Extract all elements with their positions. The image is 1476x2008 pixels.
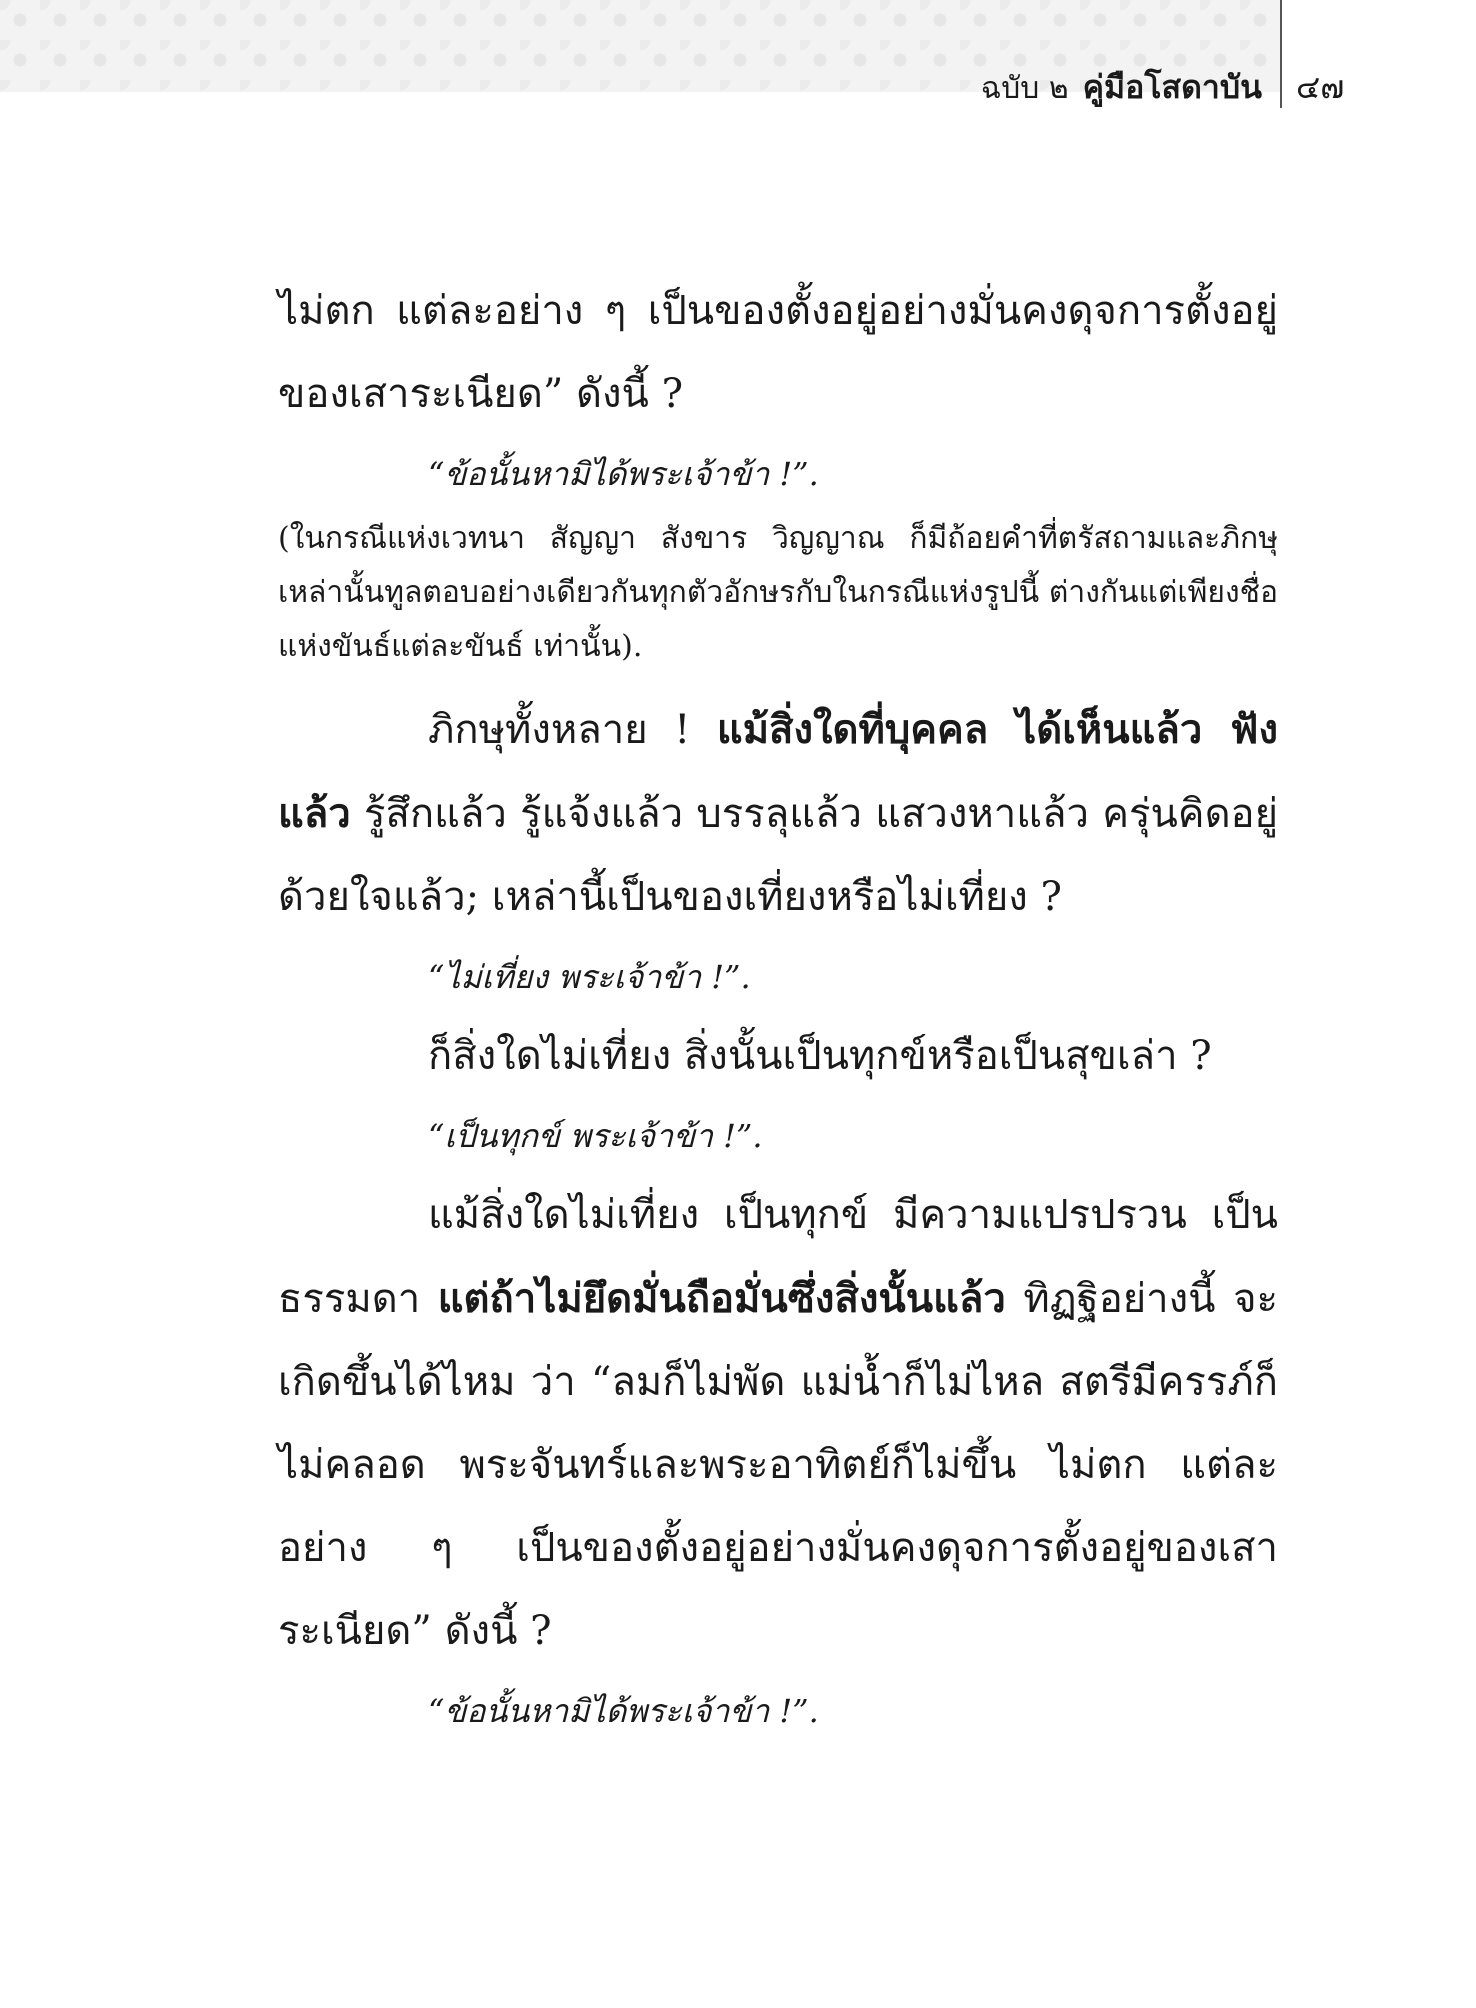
answer-line: “เป็นทุกข์ พระเจ้าข้า !”. xyxy=(428,1117,763,1155)
answer-line: “ข้อนั้นหามิได้พระเจ้าข้า !”. xyxy=(428,1692,819,1730)
text-lead: ภิกษุทั้งหลาย ! xyxy=(428,707,717,753)
book-title: คู่มือโสดาบัน xyxy=(1082,68,1262,106)
paragraph-question xyxy=(278,688,1278,939)
text-emphasis: แม้สิ่งใดที่บุคคล ได้เห็นแล้ว ฟังแล้ว xyxy=(278,706,1278,837)
paragraph-question: ก็สิ่งใดไม่เที่ยง สิ่งนั้นเป็นทุกข์หรือเป็นสุขเล่า ? xyxy=(428,1033,1212,1079)
text-rest: ทิฏฐิอย่างนี้ จะเกิดขึ้นได้ไหม ว่า “ลมก็ไม่พัด แม่น้ำก็ไม่ไหล สตรีมีครรภ์ก็ไม่คลอด พระจันทร์และพระอาทิตย์ก็ไม่ขึ้น ไม่ตก แต่ละอย่าง ๆ เป็นของตั้งอยู่อย่างมั่นคงดุจการตั้งอยู่ของเสาระเนียด” ดังนี้ ? xyxy=(278,1276,1278,1654)
text-emphasis: แต่ถ้าไม่ยึดมั่นถือมั่นซึ่งสิ่งนั้นแล้ว xyxy=(437,1275,1006,1322)
paragraph-question xyxy=(278,1174,1278,1673)
page-number: ๔๗ xyxy=(1296,68,1345,106)
answer-line: “ไม่เที่ยง พระเจ้าข้า !”. xyxy=(428,958,751,996)
paragraph-continuation: ไม่ตก แต่ละอย่าง ๆ เป็นของตั้งอยู่อย่างมั่นคงดุจการตั้งอยู่ของเสาระเนียด” ดังนี้ ? xyxy=(278,288,1278,417)
answer-line: “ข้อนั้นหามิได้พระเจ้าข้า !”. xyxy=(428,455,819,493)
running-head xyxy=(981,62,1262,106)
editorial-note: (ในกรณีแห่งเวทนา สัญญา สังขาร วิญญาณ ก็มีถ้อยคำที่ตรัสถามและภิกษุเหล่านั้นทูลตอบอย่างเดียวกันทุกตัวอักษรกับในกรณีแห่งรูปนี้ ต่างกันแต่เพียงชื่อแห่งขันธ์แต่ละขันธ์ เท่านั้น). xyxy=(278,521,1278,664)
edition-label: ฉบับ ๒ xyxy=(980,71,1069,106)
page-body xyxy=(278,270,1278,1749)
text-rest: รู้สึกแล้ว รู้แจ้งแล้ว บรรลุแล้ว แสวงหาแล้ว ครุ่นคิดอยู่ด้วยใจแล้ว; เหล่านี้เป็นของเที่ยงหรือไม่เที่ยง ? xyxy=(278,791,1278,920)
text-lead: แม้สิ่งใดไม่เที่ยง เป็นทุกข์ มีความแปรปรวน เป็นธรรมดา xyxy=(278,1192,1278,1322)
header-divider xyxy=(1280,0,1282,108)
